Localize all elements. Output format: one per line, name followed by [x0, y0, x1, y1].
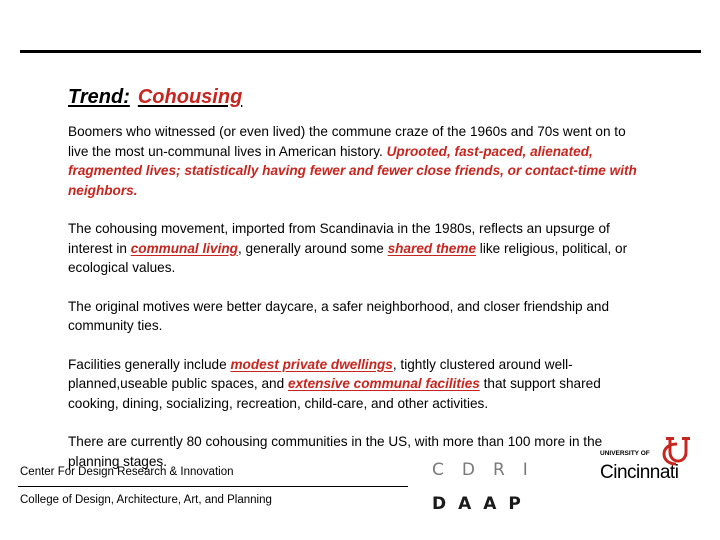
paragraph-facilities — [68, 355, 648, 414]
top-rule — [20, 50, 701, 53]
p2-emphasis-communal-living: communal living — [130, 240, 238, 256]
cdri-wordmark: CDRI — [432, 460, 546, 480]
p4-text-c: that support shared cooking, dining, socializing, recreation, child-care, and other activities. — [68, 376, 601, 411]
p4-text-b: , tightly clustered around well-planned,useable public spaces, and — [68, 356, 573, 391]
footer-center-name: Center For Design Research & Innovation — [20, 466, 234, 478]
logo-university-of: UNIVERSITY OF — [600, 450, 650, 457]
p1-emphasis: Uprooted, fast-paced, alienated, fragmented lives; statistically having fewer and fewer close friends, or contact-time with neighbors. — [68, 143, 637, 198]
p4-emphasis-private-dwellings: modest private dwellings — [230, 356, 393, 372]
p4-text-a: Facilities generally include — [68, 356, 231, 372]
p1-text: Boomers who witnessed (or even lived) the commune craze of the 1960s and 70s went on to live the most un-communal lives in American history. — [68, 124, 626, 159]
title-highlight: Cohousing — [137, 86, 243, 108]
university-logo — [600, 436, 700, 486]
p2-emphasis-shared-theme: shared theme — [387, 240, 477, 256]
p2-text-c: like religious, political, or ecological values. — [68, 240, 628, 275]
title-prefix: Trend: — [68, 86, 130, 108]
p4-emphasis-communal-facilities: extensive communal facilities — [287, 376, 480, 391]
daap-wordmark: DAAP — [432, 494, 533, 514]
p2-text-b: , generally around some — [237, 240, 388, 256]
slide-title — [68, 86, 242, 109]
paragraph-movement — [68, 219, 648, 278]
paragraph-motives: The original motives were better daycare, a safer neighborhood, and closer friendship and community ties. — [68, 298, 610, 333]
paragraph-boomers — [68, 122, 648, 200]
footer-college-name: College of Design, Architecture, Art, and Planning — [20, 494, 272, 506]
paragraph-count: There are currently 80 cohousing communities in the US, with more than 100 more in the planning stages. — [68, 434, 603, 469]
p2-text-a: The cohousing movement, imported from Scandinavia in the 1980s, reflects an upsurge of interest in — [68, 221, 610, 256]
footer-rule — [18, 486, 408, 487]
logo-cincinnati: Cincinnati — [600, 462, 679, 483]
slide-body — [68, 122, 648, 490]
